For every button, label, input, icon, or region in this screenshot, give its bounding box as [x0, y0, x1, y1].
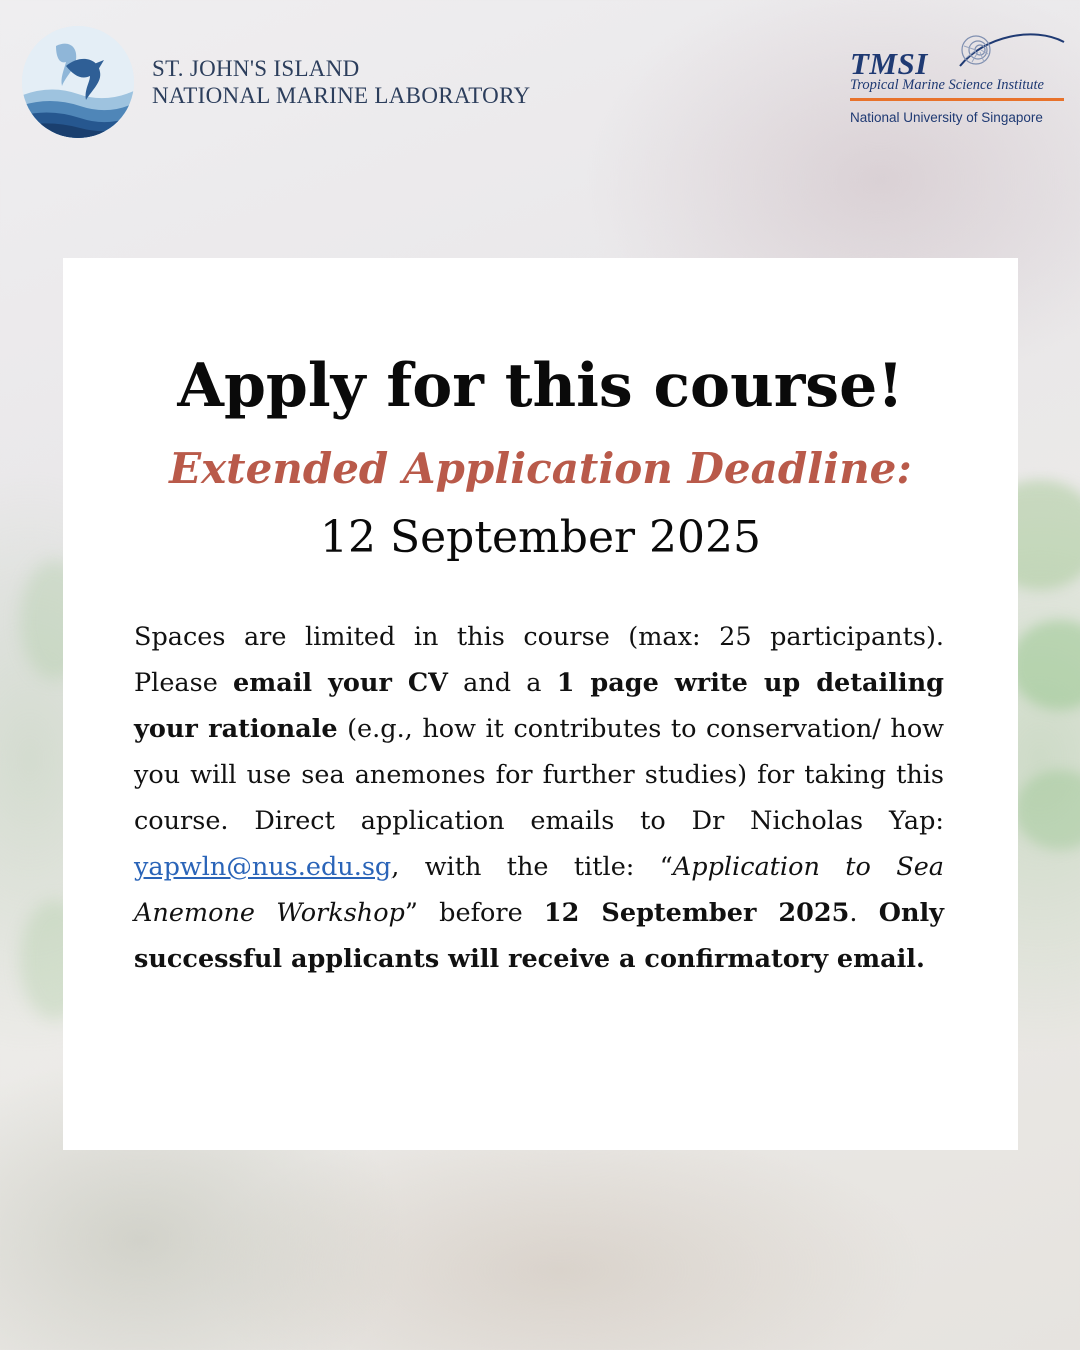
body-bold-confirmation: Only successful applicants will receive a confirmatory email. [134, 898, 944, 974]
body-italic-title: Application to Sea Anemone Workshop [134, 852, 944, 928]
tmsi-university: National University of Singapore [850, 110, 1043, 125]
body-text: Spaces are limited in this course (max: 25 participants). Please [134, 622, 944, 698]
deadline-label: Extended Application Deadline: [169, 444, 912, 493]
background-coral-texture [1015, 770, 1080, 850]
body-text: ” before [404, 898, 544, 928]
body-bold-date: 12 September 2025 [543, 898, 850, 928]
body-text: . [849, 898, 879, 928]
background-coral-texture [1010, 620, 1080, 710]
body-bold-writeup: 1 page write up detailing your rationale [134, 668, 944, 744]
tmsi-logo [846, 26, 1068, 132]
deadline-date: 12 September 2025 [320, 512, 761, 563]
email-link[interactable]: yapwln@nus.edu.sg [134, 852, 392, 882]
body-text: and a [447, 668, 557, 698]
application-card [63, 258, 1018, 1150]
tmsi-full-name: Tropical Marine Science Institute [850, 77, 1044, 93]
sjinml-name-line2: NATIONAL MARINE LABORATORY [152, 83, 531, 108]
dolphin-wave-icon [20, 24, 136, 140]
sjinml-name-line1: ST. JOHN'S ISLAND [152, 56, 360, 81]
body-text: (e.g., how it contributes to conservation/ how you will use sea anemones for further studies) for taking this course. Direct application emails to Dr Nicholas Yap: [134, 714, 944, 836]
tmsi-abbreviation: TMSI [850, 46, 928, 81]
sjinml-logo [20, 24, 136, 140]
sjinml-name [152, 55, 530, 109]
body-bold-email-cv: email your CV [233, 668, 448, 698]
tmsi-divider [850, 98, 1064, 101]
body-text: , with the title: “ [391, 852, 673, 882]
card-title: Apply for this course! [177, 351, 904, 421]
card-body-text [134, 614, 944, 982]
